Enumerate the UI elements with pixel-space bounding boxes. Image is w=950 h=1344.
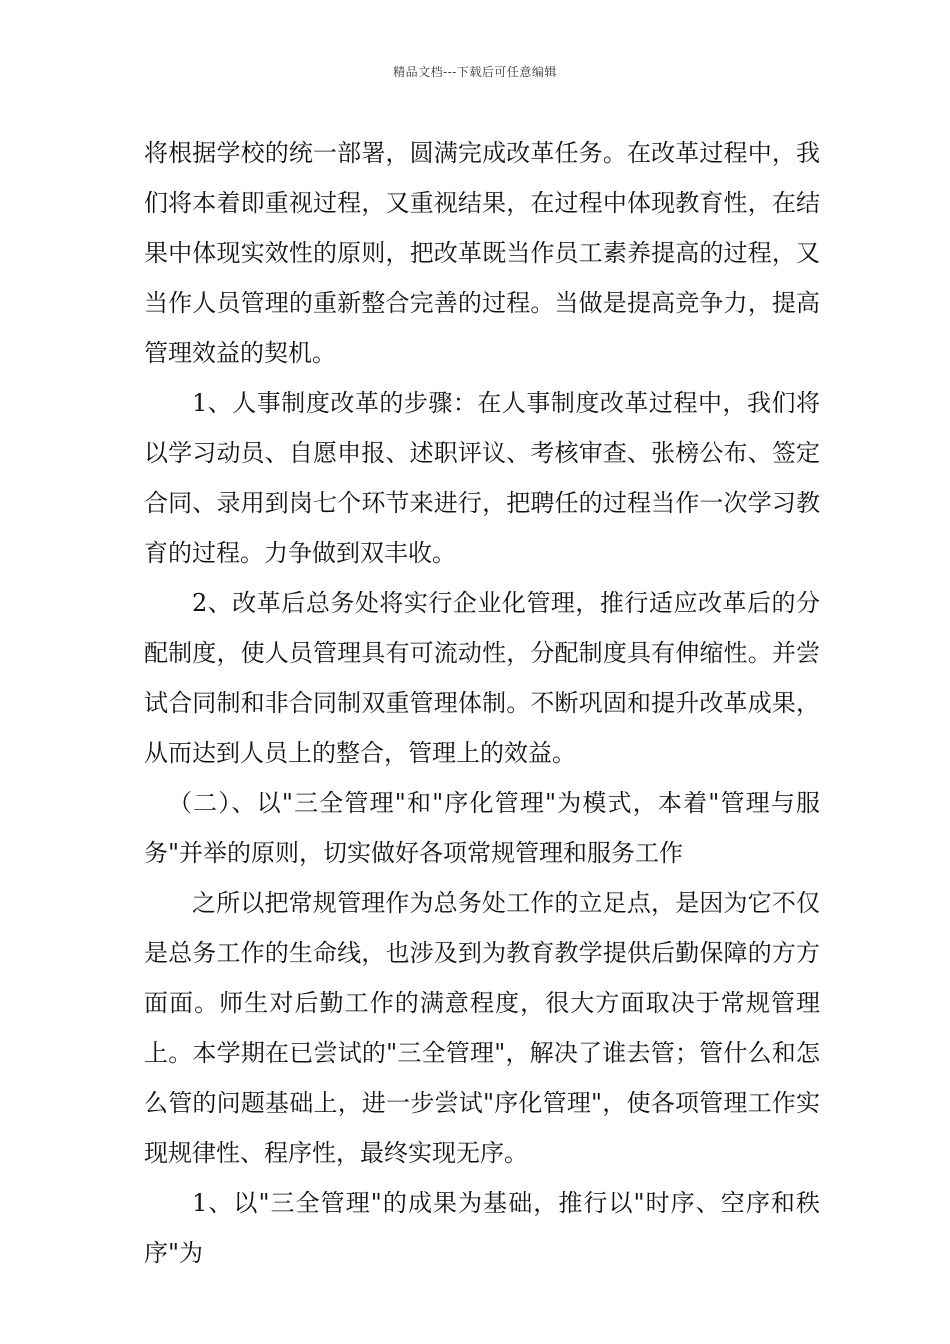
paragraph-continuation: 将根据学校的统一部署，圆满完成改革任务。在改革过程中，我们将本着即重视过程，又重视结果，在过程中体现教育性，在结果中体现实效性的原则，把改革既当作员工素养提高的过程，又当作人员管理的重新整合完善的过程。当做是提高竞争力，提高管理效益的契机。: [144, 139, 820, 367]
paragraph-enterprise-management: 2、改革后总务处将实行企业化管理，推行适应改革后的分配制度，使人员管理具有可流动性，分配制度具有伸缩性。并尝试合同制和非合同制双重管理体制。不断巩固和提升改革成果，从而达到人员上的整合，管理上的效益。: [144, 589, 820, 767]
page-header: 精品文档---下载后可任意编辑: [393, 65, 557, 79]
paragraph-personnel-reform-steps: 1、人事制度改革的步骤：在人事制度改革过程中，我们将以学习动员、自愿申报、述职评议、考核审查、张榜公布、签定合同、录用到岗七个环节来进行，把聘任的过程当作一次学习教育的过程。力争做到双丰收。: [144, 389, 820, 567]
document-body: [144, 128, 820, 1278]
section-heading-two: （二）、以"三全管理"和"序化管理"为模式，本着"管理与服务"并举的原则，切实做好各项常规管理和服务工作: [144, 789, 820, 867]
paragraph-routine-management: 之所以把常规管理作为总务处工作的立足点，是因为它不仅是总务工作的生命线，也涉及到为教育教学提供后勤保障的方方面面。师生对后勤工作的满意程度，很大方面取决于常规管理上。本学期在已尝试的"三全管理"，解决了谁去管；管什么和怎么管的问题基础上，进一步尝试"序化管理"，使各项管理工作实现规律性、程序性，最终实现无序。: [144, 889, 820, 1167]
paragraph-three-full-management: 1、以"三全管理"的成果为基础，推行以"时序、空序和秩序"为: [144, 1189, 820, 1267]
